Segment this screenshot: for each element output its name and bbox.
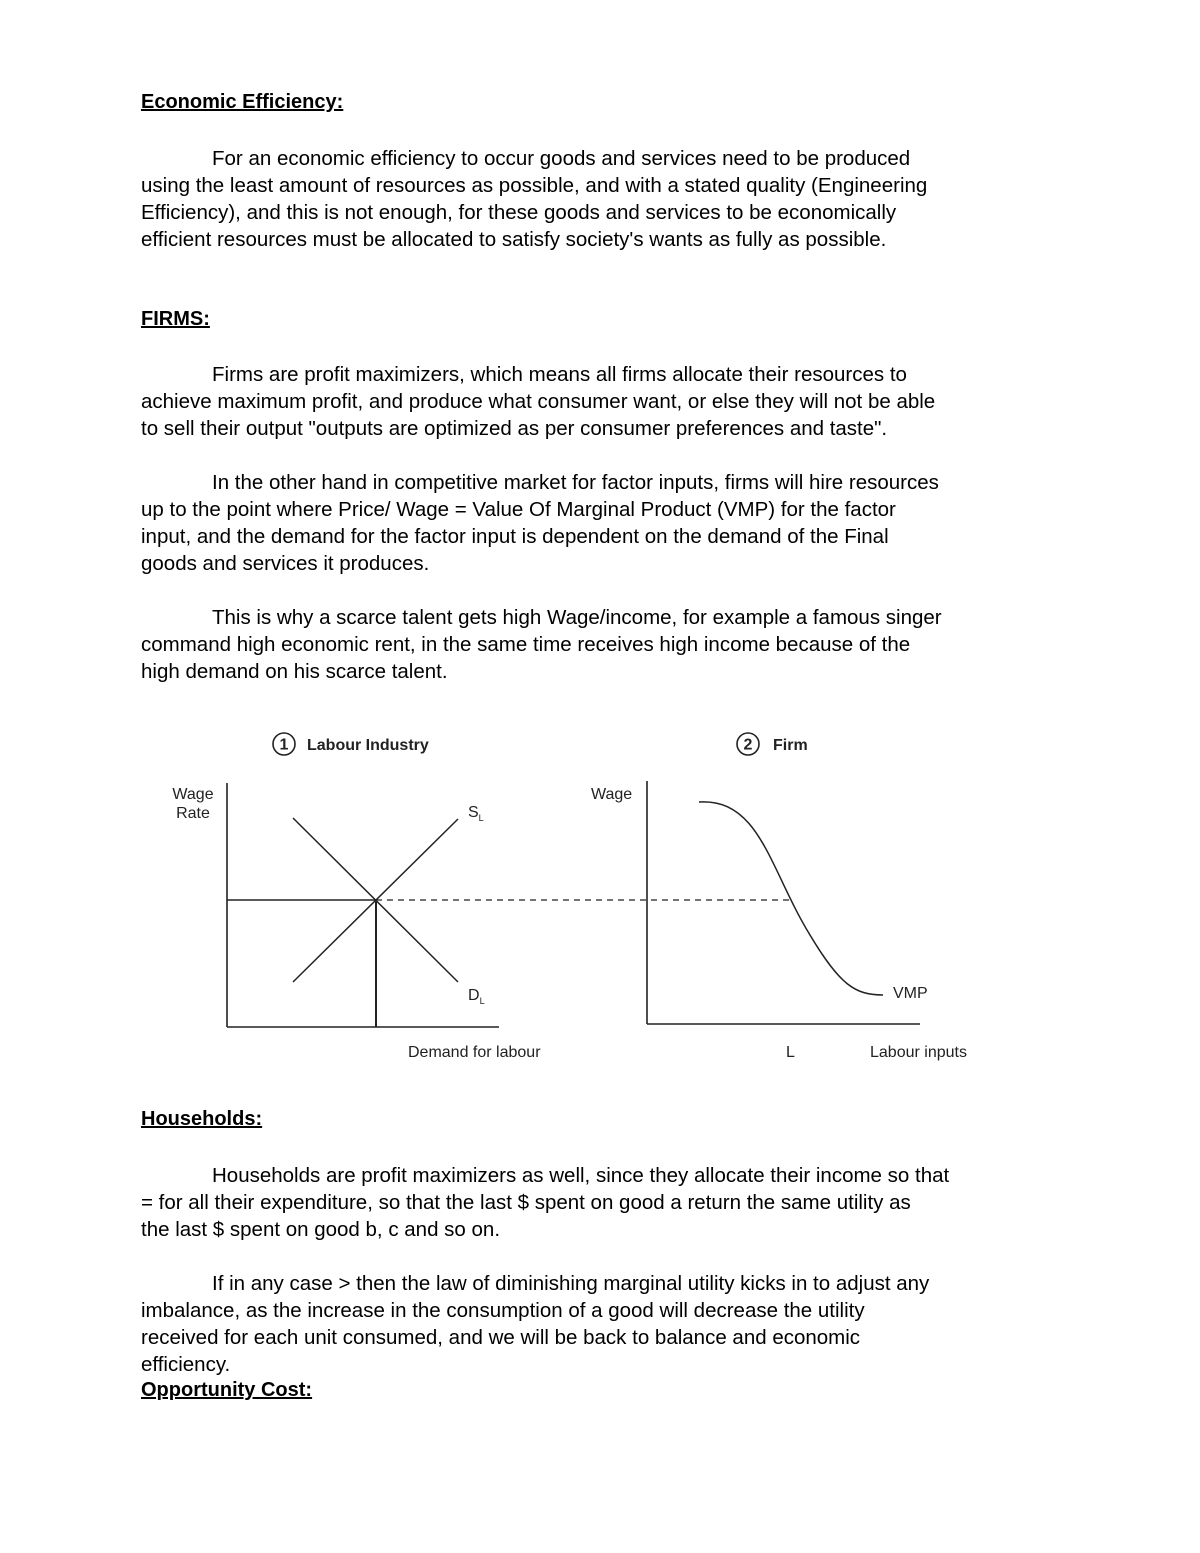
text-line: efficient resources must be allocated to satisfy society's wants as fully as possible. [141, 228, 887, 251]
demand-label [468, 987, 485, 1006]
text-line: to sell their output "outputs are optimized as per consumer preferences and taste". [141, 417, 888, 440]
vmp-label: VMP [893, 985, 928, 1002]
text-line: the last $ spent on good b, c and so on. [141, 1218, 501, 1241]
paragraph-efficiency [141, 145, 1066, 253]
panel-number: 2 [743, 736, 753, 754]
x-axis-label: Labour inputs [870, 1044, 967, 1061]
text-line: For an economic efficiency to occur goods and services need to be produced [212, 147, 911, 170]
text-line: input, and the demand for the factor input is dependent on the demand of the Final [141, 525, 889, 548]
paragraph-households-2 [141, 1270, 1066, 1378]
text-line: received for each unit consumed, and we will be back to balance and economic [141, 1326, 861, 1349]
panel-title: Labour Industry [307, 737, 429, 754]
x-axis-tick-label: L [786, 1044, 795, 1061]
text-line: Households are profit maximizers as well, since they allocate their income so that [212, 1164, 950, 1187]
paragraph-firms-1 [141, 361, 1066, 442]
panel-labour-industry [172, 733, 541, 1061]
y-axis-label-line1: Wage [172, 786, 214, 803]
y-axis-label-line2: Rate [176, 805, 210, 822]
demand-label-sub: L [479, 996, 485, 1006]
text-line: command high economic rent, in the same time receives high income because of the [141, 633, 911, 656]
text-line: up to the point where Price/ Wage = Value Of Marginal Product (VMP) for the factor [141, 498, 896, 521]
text-line: efficiency. [141, 1353, 231, 1376]
paragraph-firms-2 [141, 469, 1066, 577]
heading-firms: FIRMS: [141, 308, 210, 330]
text-line: = for all their expenditure, so that the last $ spent on good a return the same utility as [141, 1191, 911, 1214]
text-line: Efficiency), and this is not enough, for these goods and services to be economically [141, 201, 897, 224]
text-line: In the other hand in competitive market for factor inputs, firms will hire resources [212, 471, 939, 494]
demand-label-main: D [468, 987, 480, 1004]
paragraph-households-1 [141, 1162, 1066, 1243]
paragraph-firms-3 [141, 604, 1066, 685]
labour-market-diagram [160, 720, 1000, 1080]
x-axis-label: Demand for labour [408, 1044, 541, 1061]
text-line: imbalance, as the increase in the consumption of a good will decrease the utility [141, 1299, 865, 1322]
text-line: achieve maximum profit, and produce what consumer want, or else they will not be able [141, 390, 936, 413]
heading-economic-efficiency: Economic Efficiency: [141, 91, 344, 113]
text-line: using the least amount of resources as possible, and with a stated quality (Engineering [141, 174, 928, 197]
text-line: If in any case > then the law of diminishing marginal utility kicks in to adjust any [212, 1272, 930, 1295]
panel-firm [591, 733, 967, 1061]
panel-title: Firm [773, 737, 808, 754]
heading-opportunity-cost: Opportunity Cost: [141, 1379, 313, 1401]
y-axis-label: Wage [591, 786, 633, 803]
panel-number: 1 [279, 736, 289, 754]
text-line: This is why a scarce talent gets high Wage/income, for example a famous singer [212, 606, 942, 629]
text-line: goods and services it produces. [141, 552, 430, 575]
text-line: high demand on his scarce talent. [141, 660, 448, 683]
heading-households: Households: [141, 1108, 263, 1130]
supply-label-sub: L [478, 813, 484, 823]
labour-market-svg [160, 720, 1000, 1080]
text-line: Firms are profit maximizers, which means all firms allocate their resources to [212, 363, 907, 386]
supply-label-main: S [468, 804, 479, 821]
vmp-curve [699, 802, 883, 995]
supply-label [468, 804, 484, 823]
